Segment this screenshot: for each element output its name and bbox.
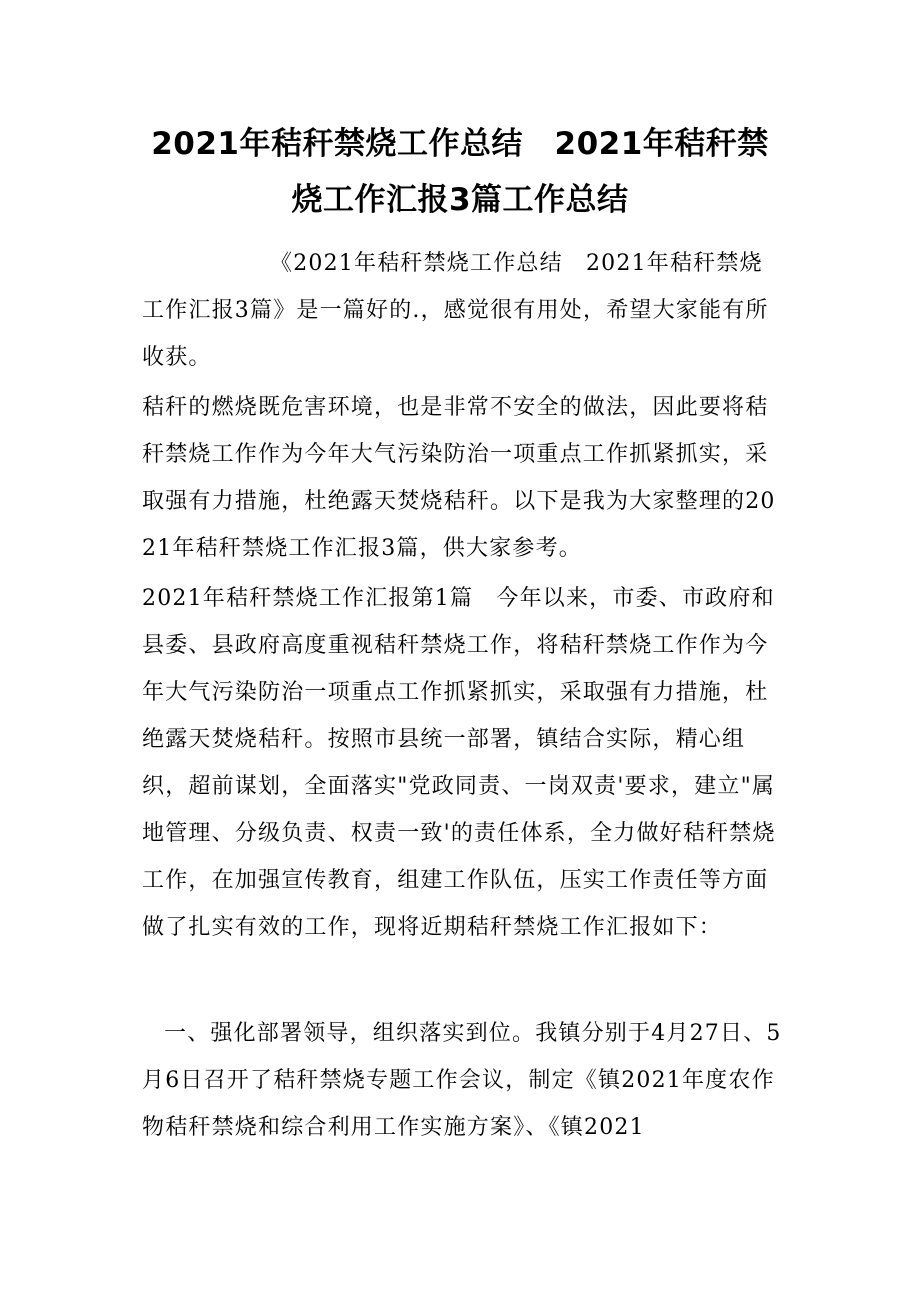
body-paragraph-2: 2021年秸秆禁烧工作汇报第1篇 今年以来，市委、市政府和县委、县政府高度重视秸秆禁烧工作，将秸秆禁烧工作作为今年大气污染防治一项重点工作抓紧抓实，采取强有力措施，杜绝露天焚烧秸秆。按照市县统一部署，镇结合实际，精心组织，超前谋划，全面落实"党政同责、一岗双责'要求，建立"属地管理、分级负责、权责一致'的责任体系，全力做好秸秆禁烧工作，在加强宣传教育，组建工作队伍，压实工作责任等方面做了扎实有效的工作，现将近期秸秆禁烧工作汇报如下： xyxy=(142,586,776,940)
body-paragraph-1: 秸秆的燃烧既危害环境，也是非常不安全的做法，因此要将秸秆禁烧工作作为今年大气污染防治一项重点工作抓紧抓实，采取强有力措施，杜绝露天焚烧秸秆。以下是我为大家整理的2021年秸秆禁烧工作汇报3篇，供大家参考。 xyxy=(142,395,776,561)
intro-paragraph: 《2021年秸秆禁烧工作总结 2021年秸秆禁烧工作汇报3篇》是一篇好的.，感觉很有用处，希望大家能有所收获。 xyxy=(142,251,769,370)
document-title xyxy=(130,116,790,228)
title-line-1: 2021年秸秆禁烧工作总结 2021年秸秆禁 xyxy=(151,126,769,162)
title-line-2: 烧工作汇报3篇工作总结 xyxy=(291,182,629,218)
body-paragraph-3: 一、强化部署领导，组织落实到位。我镇分别于4月27日、5月6日召开了秸秆禁烧专题工作会议，制定《镇2021年度农作物秸秆禁烧和综合利用工作实施方案》、《镇2021 xyxy=(142,1021,782,1140)
